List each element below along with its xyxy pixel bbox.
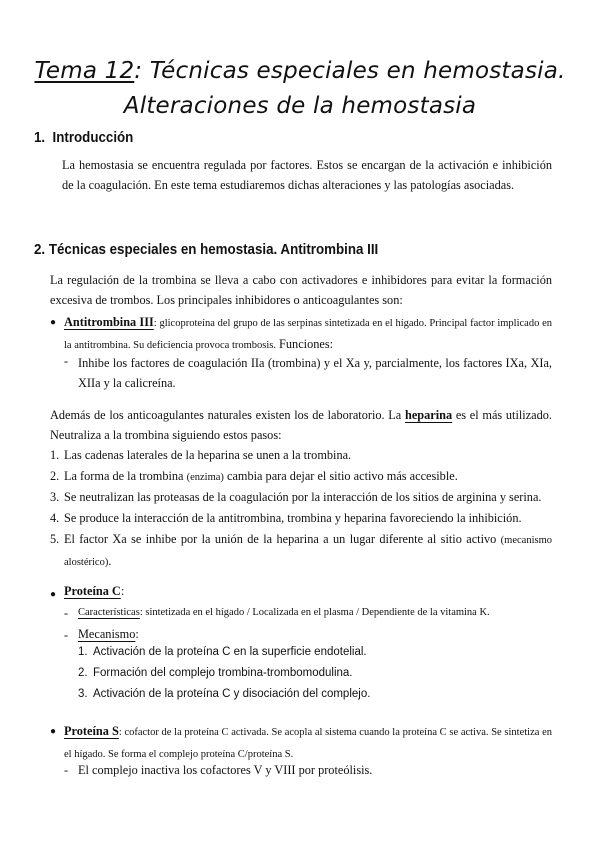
page-title xyxy=(0,58,600,84)
mechanism-label: Mecanismo xyxy=(78,627,136,641)
step-text-part: cambia para dejar el sitio activo más accesible. xyxy=(223,469,458,483)
mechanism-step-number: 3. xyxy=(78,688,88,700)
heparin-term: heparina xyxy=(404,408,453,422)
title-topic-label: Tema 12 xyxy=(34,58,135,84)
section-2-heading xyxy=(34,242,378,258)
colon: : xyxy=(135,627,139,641)
bullet-icon: ● xyxy=(50,726,57,737)
bullet-icon: ● xyxy=(50,317,57,328)
protein-c-heading xyxy=(64,584,124,599)
bullet-icon: ● xyxy=(50,589,57,600)
protein-c-mechanism xyxy=(78,627,139,642)
step-text-part: . xyxy=(108,554,112,568)
mechanism-step-number: 2. xyxy=(78,667,88,679)
dash-icon: - xyxy=(64,628,69,642)
step-text: Las cadenas laterales de la heparina se unen a la trombina. xyxy=(64,448,352,462)
protein-s-term: Proteína S xyxy=(64,724,119,738)
heparin-text-pre: Además de los anticoagulantes naturales existen los de laboratorio. La xyxy=(50,408,405,422)
section-number: 2. xyxy=(34,242,46,258)
step-text xyxy=(64,529,552,573)
section-title: Técnicas especiales en hemostasia. Antitrombina III xyxy=(48,242,379,258)
protein-c-characteristics xyxy=(78,607,490,618)
step-text: Se neutralizan las proteasas de la coagulación por la interacción de los sitios de arginina y serina. xyxy=(64,490,542,504)
step-text: Se produce la interacción de la antitrombina, trombina y heparina favoreciendo la inhibición. xyxy=(64,511,522,525)
dash-icon: - xyxy=(64,763,69,777)
heparin-paragraph xyxy=(50,405,552,445)
protein-s-sub: El complejo inactiva los cofactores V y VIII por proteólisis. xyxy=(78,763,373,777)
antithrombin-item xyxy=(64,312,552,356)
step-number: 1. xyxy=(50,448,60,462)
step-number: 5. xyxy=(50,532,60,546)
protein-c-term: Proteína C xyxy=(64,584,121,598)
regulation-paragraph: La regulación de la trombina se lleva a cabo con activadores e inhibidores para evitar la formación excesiva de trombos. Los principales inhibidores o anticoagulantes son: xyxy=(50,273,552,307)
step-note: (mecanismo alostérico) xyxy=(64,535,552,568)
protein-s-description: : cofactor de la proteína C activada. Se acopla al sistema cuando la proteína C se activa. Se sintetiza en el hígado. Se forma el complejo proteína C/proteína S. xyxy=(64,727,552,760)
protein-s-item xyxy=(64,721,552,765)
dash-icon: - xyxy=(64,606,69,620)
mechanism-step-text: Formación del complejo trombina-trombomodulina. xyxy=(93,667,353,679)
intro-paragraph: La hemostasia se encuentra regulada por factores. Estos se encargan de la activación e inhibición de la coagulación. En este tema estudiaremos dichas alteraciones y las patologías asociadas. xyxy=(62,158,552,192)
colon: : xyxy=(120,584,125,598)
antithrombin-function-text: Inhibe los factores de coagulación IIa (trombina) y el Xa y, parcialmente, los factores IXa, XIa, XIIa y la calicreína. xyxy=(78,356,552,390)
section-number: 1. xyxy=(34,130,46,146)
dash-icon: - xyxy=(64,354,69,368)
mechanism-step-text: Activación de la proteína C en la superficie endotelial. xyxy=(93,646,367,658)
antithrombin-term: Antitrombina III xyxy=(64,315,154,329)
step-text xyxy=(64,469,458,484)
page-subtitle: Alteraciones de la hemostasia xyxy=(123,93,477,119)
step-number: 2. xyxy=(50,469,60,483)
mechanism-step-number: 1. xyxy=(78,646,88,658)
antithrombin-functions: Funciones: xyxy=(275,337,334,351)
characteristics-text: : sintetizada en el hígado / Localizada en el plasma / Dependiente de la vitamina K. xyxy=(139,607,490,618)
step-number: 4. xyxy=(50,511,60,525)
mechanism-step-text: Activación de la proteína C y disociación del complejo. xyxy=(93,688,371,700)
section-title: Introducción xyxy=(52,130,134,146)
title-topic-text: : Técnicas especiales en hemostasia. xyxy=(134,58,566,84)
characteristics-label: Características xyxy=(78,607,140,618)
step-text-part: La forma de la trombina xyxy=(64,469,187,483)
step-number: 3. xyxy=(50,490,60,504)
step-text-part: El factor Xa se inhibe por la unión de la heparina a un lugar diferente al sitio activo xyxy=(64,532,501,546)
step-note: (enzima) xyxy=(186,472,224,483)
heparin-text-post: es el más utilizado. Neutraliza a la trombina siguiendo estos pasos: xyxy=(50,408,552,442)
antithrombin-description: : glicoproteína del grupo de las serpinas sintetizada en el hígado. Principal factor implicado en la antitrombina. Su deficiencia provoca trombosis. xyxy=(64,318,552,351)
section-1-heading xyxy=(34,130,133,146)
